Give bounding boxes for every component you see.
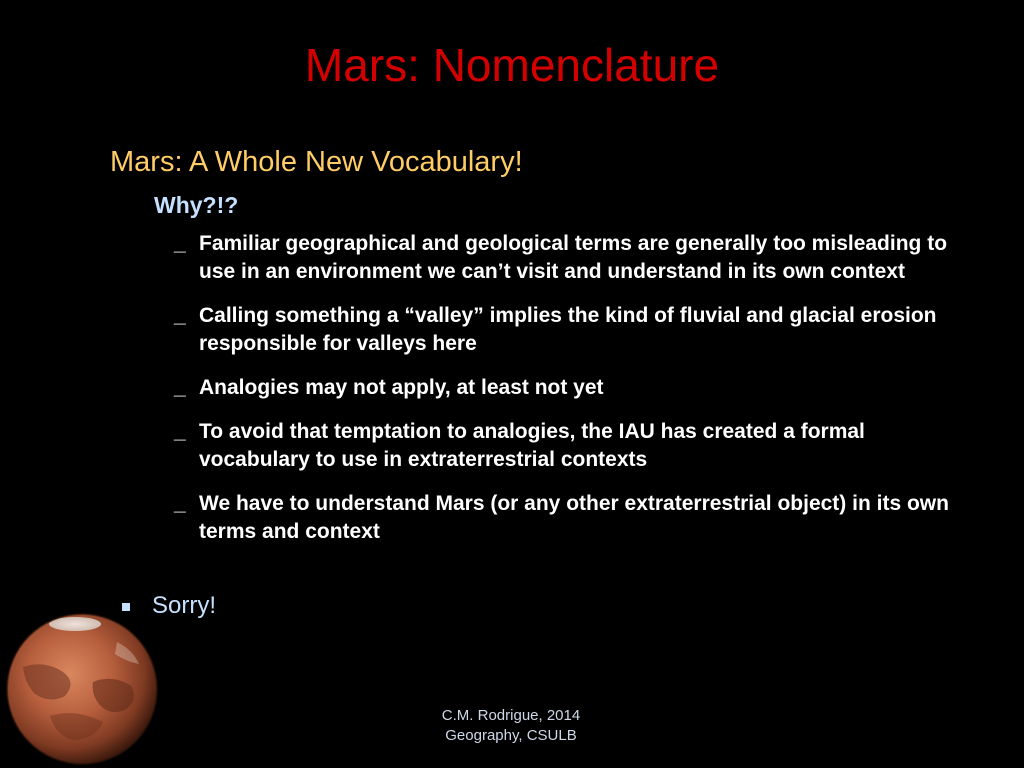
dash-bullet: _ (174, 420, 186, 443)
subheading-bullet: Why?!? (154, 192, 239, 218)
list-item-text: Familiar geographical and geological terms are generally too misleading to use in an environment we can’t visit and understand in its own context (199, 232, 948, 283)
dash-bullet: _ (174, 376, 186, 399)
reasons-list (174, 230, 954, 562)
list-item-text: Calling something a “valley” implies the kind of fluvial and glacial erosion responsible for valleys here (199, 304, 937, 355)
dash-bullet: _ (174, 304, 186, 327)
list-item-text: Analogies may not apply, at least not yet (199, 376, 604, 399)
list-item (174, 230, 954, 286)
list-item (174, 418, 954, 474)
list-item-text: We have to understand Mars (or any other extraterrestrial object) in its own terms and context (199, 492, 949, 543)
slide-title: Mars: Nomenclature (304, 39, 720, 91)
list-item (174, 374, 954, 402)
square-bullet-icon (122, 603, 130, 611)
dash-bullet: _ (174, 492, 186, 515)
list-item (174, 490, 954, 546)
heading-bullet: Mars: A Whole New Vocabulary! (110, 146, 523, 178)
sorry-text: Sorry! (152, 592, 217, 619)
list-item-text: To avoid that temptation to analogies, the IAU has created a formal vocabulary to use in extraterrestrial contexts (199, 420, 865, 471)
footer-affiliation: Geography, CSULB (445, 727, 577, 744)
footer-author: C.M. Rodrigue, 2014 (441, 707, 581, 724)
footer-credit (380, 706, 642, 746)
list-item (174, 302, 954, 358)
dash-bullet: _ (174, 232, 186, 255)
mars-planet-image (5, 612, 159, 766)
